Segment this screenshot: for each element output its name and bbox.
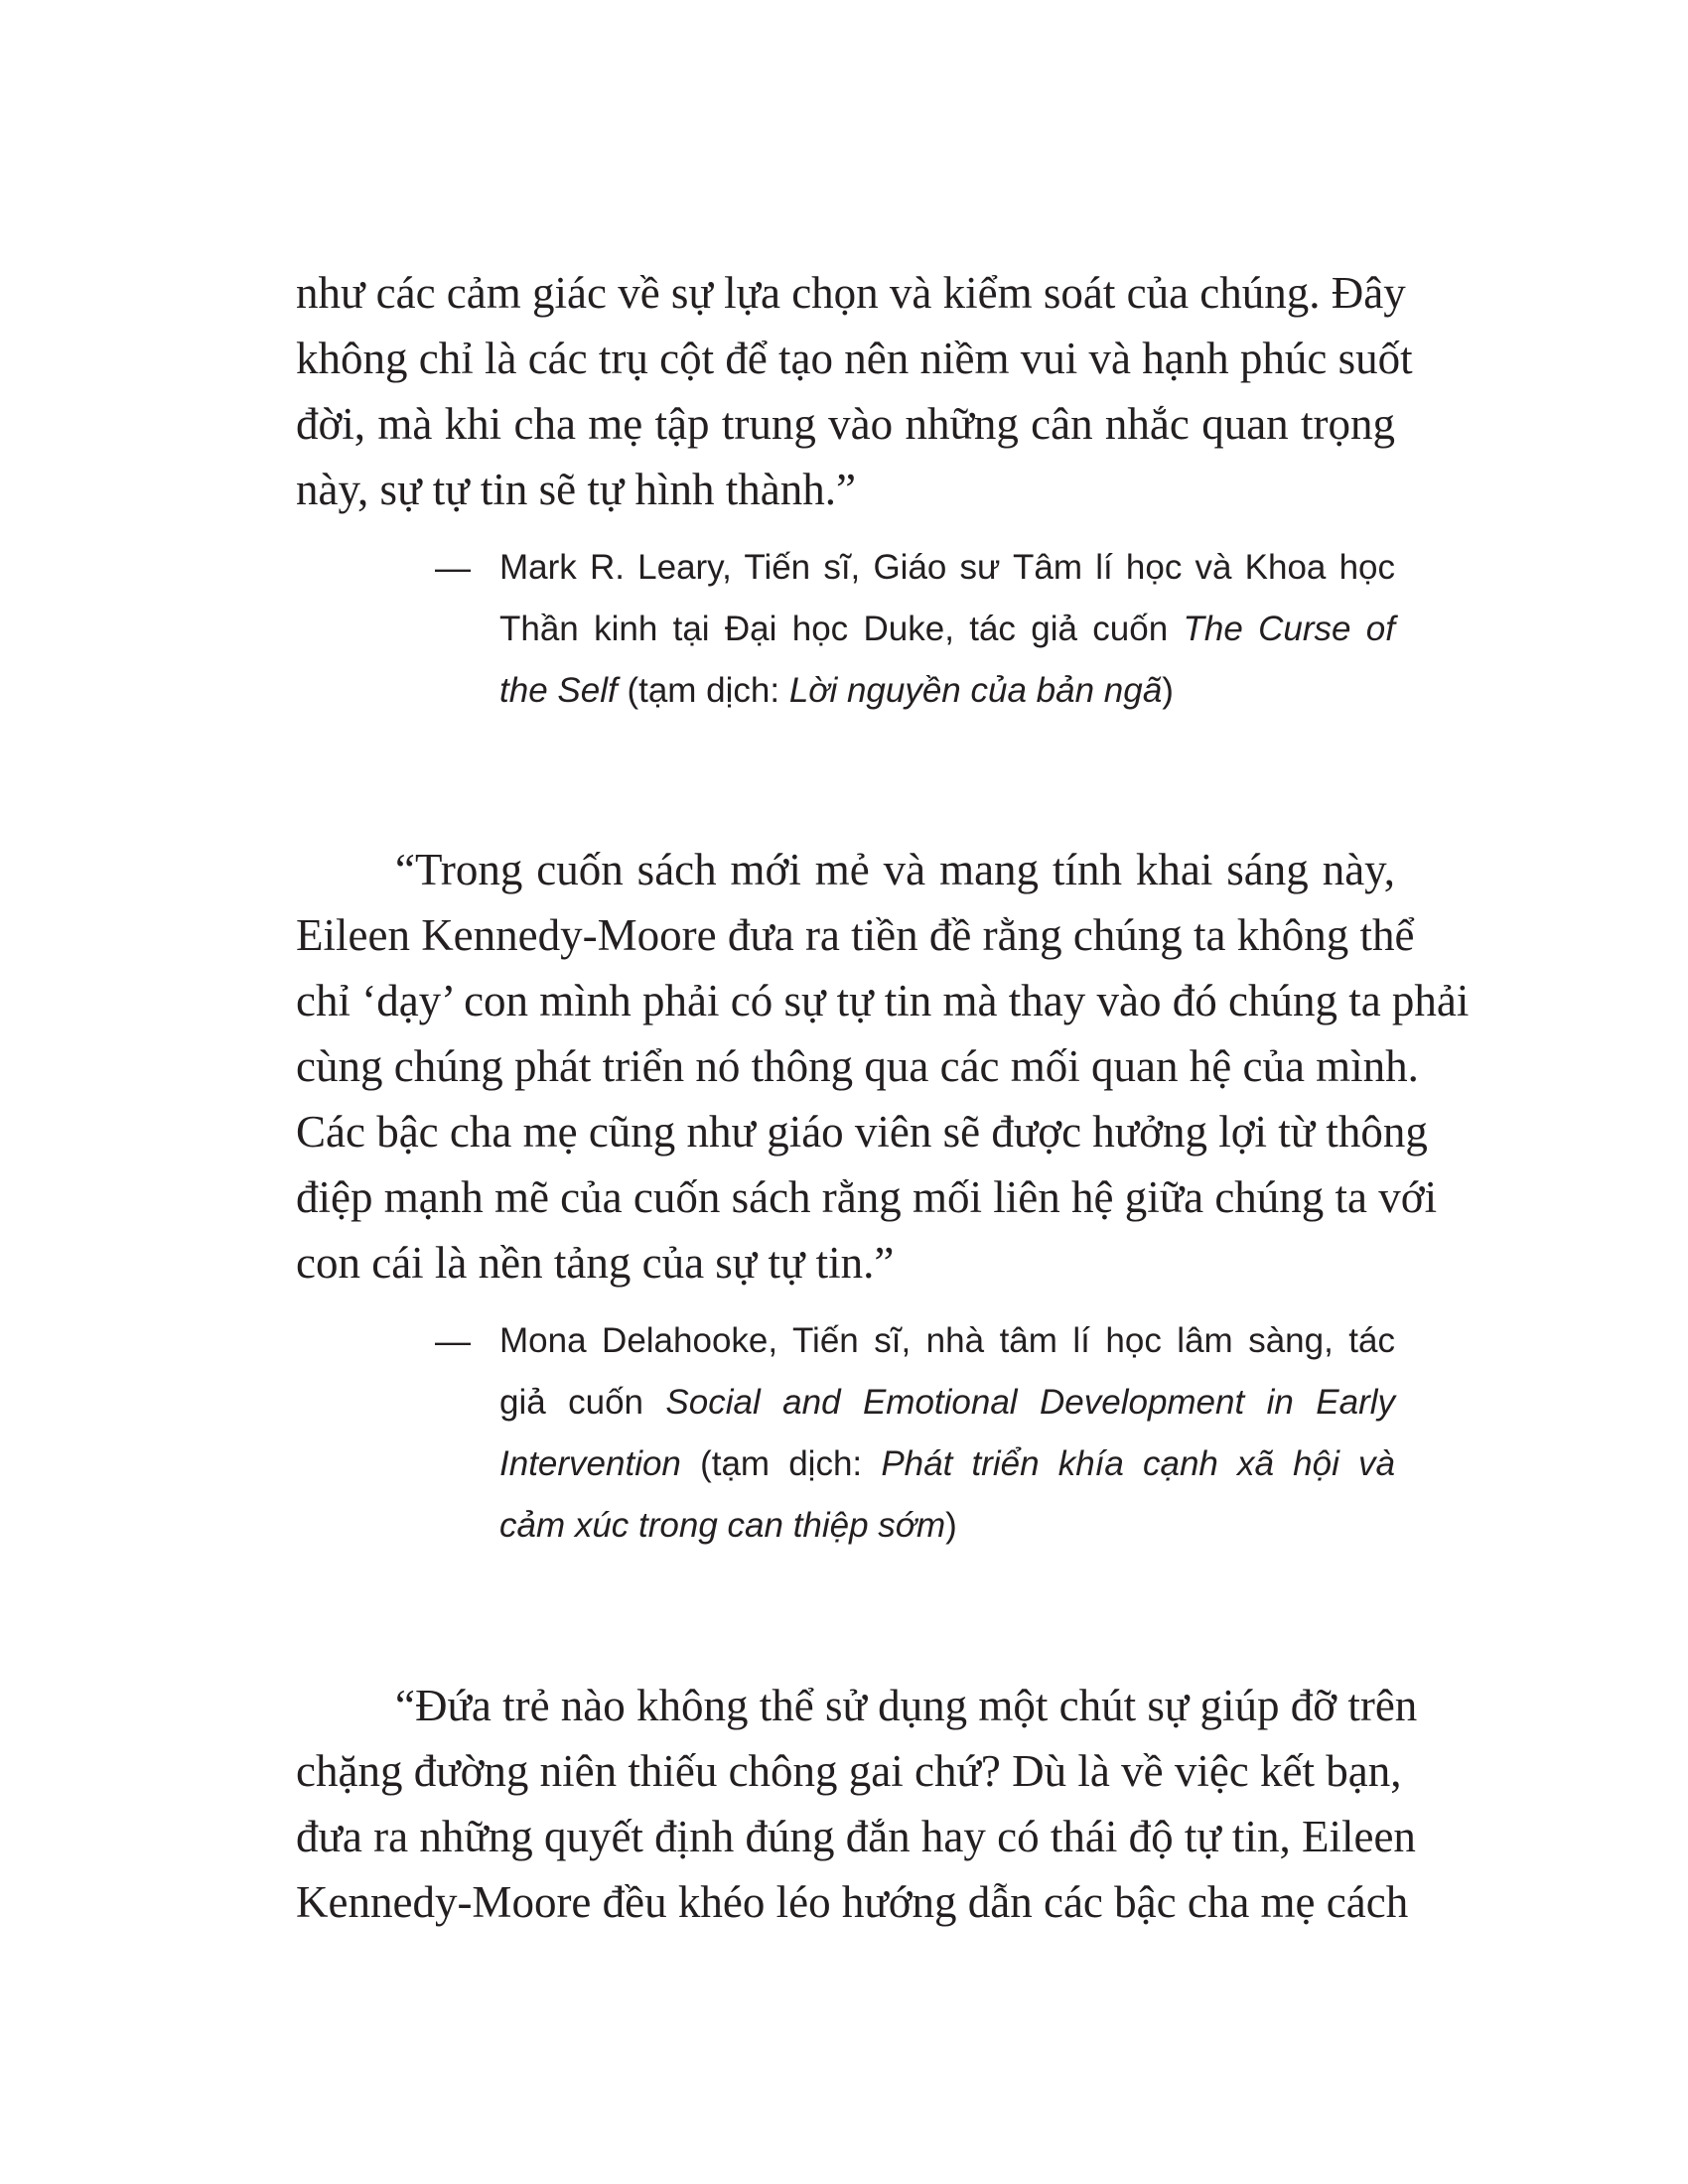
translation-prefix: (tạm dịch: — [627, 671, 780, 710]
quote-line: “Trong cuốn sách mới mẻ và mang tính khai sáng này, — [395, 845, 1395, 894]
attribution-line — [499, 1372, 1395, 1433]
quote-line: con cái là nền tảng của sự tự tin.” — [296, 1238, 895, 1288]
attribution-text: giả cuốn — [499, 1383, 644, 1422]
translated-title: Phát triển khía cạnh xã hội và — [881, 1444, 1395, 1483]
attribution-line: Mona Delahooke, Tiến sĩ, nhà tâm lí học lâm sàng, tác — [499, 1321, 1395, 1360]
attribution-dash: — — [435, 547, 471, 588]
attribution-line — [499, 599, 1395, 660]
quote-line: không chỉ là các trụ cột để tạo nên niềm vui và hạnh phúc suốt — [296, 334, 1413, 383]
quote-line: điệp mạnh mẽ của cuốn sách rằng mối liên hệ giữa chúng ta với — [296, 1172, 1438, 1222]
quote-line: chặng đường niên thiếu chông gai chứ? Dù là về việc kết bạn, — [296, 1746, 1402, 1796]
attribution-line — [499, 660, 1395, 722]
quote-line: “Đứa trẻ nào không thể sử dụng một chút sự giúp đỡ trên — [395, 1681, 1418, 1730]
quote-line: đời, mà khi cha mẹ tập trung vào những cân nhắc quan trọng — [296, 399, 1395, 449]
book-title: Intervention — [499, 1444, 681, 1483]
book-title: The Curse of — [1183, 610, 1395, 648]
translation-suffix: ) — [1162, 671, 1174, 710]
quote-line: Kennedy-Moore đều khéo léo hướng dẫn các bậc cha mẹ cách — [296, 1877, 1409, 1927]
quote-line: cùng chúng phát triển nó thông qua các mối quan hệ của mình. — [296, 1041, 1419, 1091]
quote-line: Các bậc cha mẹ cũng như giáo viên sẽ được hưởng lợi từ thông — [296, 1107, 1428, 1157]
attribution-line — [499, 1495, 1395, 1557]
quote-line: chỉ ‘dạy’ con mình phải có sự tự tin mà thay vào đó chúng ta phải — [296, 976, 1470, 1025]
translated-title: Lời nguyền của bản ngã — [788, 671, 1163, 710]
attribution-dash: — — [435, 1320, 471, 1361]
translation-suffix: ) — [945, 1506, 957, 1545]
translation-prefix: (tạm dịch: — [700, 1444, 863, 1483]
translated-title: cảm xúc trong can thiệp sớm — [499, 1506, 946, 1545]
quote-line: đưa ra những quyết định đúng đắn hay có thái độ tự tin, Eileen — [296, 1812, 1416, 1861]
book-title: the Self — [499, 671, 618, 710]
quote-line: như các cảm giác về sự lựa chọn và kiểm soát của chúng. Đây — [296, 268, 1406, 318]
quote-line: Eileen Kennedy-Moore đưa ra tiền đề rằng chúng ta không thể — [296, 910, 1415, 960]
attribution-line — [499, 1433, 1395, 1495]
attribution-text: Thần kinh tại Đại học Duke, tác giả cuốn — [499, 610, 1169, 648]
attribution-line: Mark R. Leary, Tiến sĩ, Giáo sư Tâm lí học và Khoa học — [499, 548, 1395, 587]
book-title: Social and Emotional Development in Early — [665, 1383, 1396, 1422]
quote-line: này, sự tự tin sẽ tự hình thành.” — [296, 465, 856, 514]
